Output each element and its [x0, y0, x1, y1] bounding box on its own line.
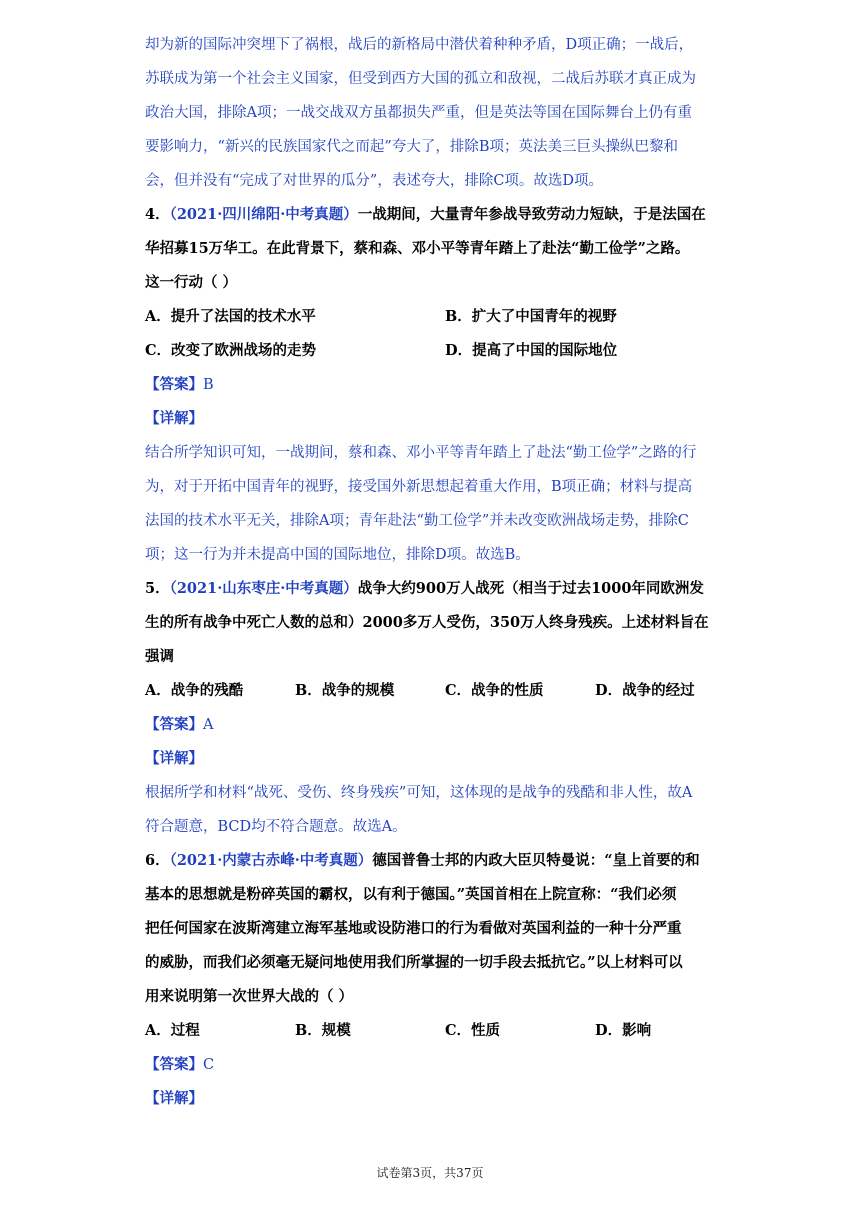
text-line: 会，但并没有“完成了对世界的瓜分”，表述夸大，排除C项。故选D项。 [145, 173, 604, 189]
text-line: 要影响力，“新兴的民族国家代之而起”夸大了，排除B项；英法美三巨头操纵巴黎和 [145, 139, 678, 155]
answer-value: B [203, 377, 214, 393]
option-d: D．提高了中国的国际地位 [445, 342, 618, 359]
answer-label: 【答案】 [145, 716, 203, 733]
option-b: B．战争的规模 [295, 682, 395, 699]
question-4 [145, 198, 720, 572]
option-a: A．过程 [145, 1022, 200, 1039]
question-stem-line [145, 198, 720, 232]
question-number: 4． [145, 206, 170, 223]
option-a: A．战争的残酷 [145, 682, 244, 699]
question-stem: 一战期间，大量青年参战导致劳动力短缺，于是法国在 [357, 206, 706, 223]
question-source: （2021·四川绵阳·中考真题） [169, 206, 358, 223]
text-line: 项；这一行为并未提高中国的国际地位，排除D项。故选B。 [145, 547, 530, 563]
detail-label: 【详解】 [145, 750, 203, 767]
question-number: 6． [145, 852, 170, 869]
text-line: 法国的技术水平无关，排除A项；青年赴法“勤工俭学”并未改变欧洲战场走势，排除C [145, 513, 689, 529]
text-line: 符合题意，BCD均不符合题意。故选A。 [145, 819, 407, 835]
question-stem: 战争大约900万人战死（相当于过去1000年同欧洲发 [357, 580, 704, 597]
question-stem-line [145, 844, 720, 878]
answer-value: C [203, 1057, 215, 1073]
option-c: C．战争的性质 [445, 682, 544, 699]
text-line: 结合所学知识可知，一战期间，蔡和森、邓小平等青年踏上了赴法“勤工俭学”之路的行 [145, 445, 697, 461]
option-row [145, 334, 720, 368]
question-stem: 德国普鲁士邦的内政大臣贝特曼说：“皇上首要的和 [372, 852, 700, 869]
option-d: D．影响 [595, 1022, 652, 1039]
option-c: C．性质 [445, 1022, 501, 1039]
answer-line [145, 368, 720, 402]
answer-value: A [203, 717, 214, 733]
question-number: 5． [145, 580, 170, 597]
question-stem-line: 强调 [145, 648, 174, 665]
option-row [145, 674, 720, 708]
answer-line [145, 1048, 720, 1082]
option-b: B．规模 [295, 1022, 351, 1039]
question-stem-line: 基本的思想就是粉碎英国的霸权，以有利于德国。”英国首相在上院宣称：“我们必须 [145, 886, 677, 903]
detail-label: 【详解】 [145, 410, 203, 427]
question-stem-line: 这一行动（ ） [145, 274, 238, 291]
answer-label: 【答案】 [145, 376, 203, 393]
text-line: 苏联成为第一个社会主义国家，但受到西方大国的孤立和敌视，二战后苏联才真正成为 [145, 71, 696, 87]
answer-label: 【答案】 [145, 1056, 203, 1073]
text-line: 却为新的国际冲突埋下了祸根，战后的新格局中潜伏着种种矛盾，D项正确；一战后， [145, 37, 694, 53]
question-6 [145, 844, 720, 1116]
option-b: B．扩大了中国青年的视野 [445, 308, 617, 325]
page-content [145, 28, 720, 1116]
question-stem-line: 把任何国家在波斯湾建立海军基地或设防港口的行为看做对英国利益的一种十分严重 [145, 920, 682, 937]
question-source: （2021·山东枣庄·中考真题） [169, 580, 358, 597]
question-stem-line: 生的所有战争中死亡人数的总和）2000多万人受伤，350万人终身残疾。上述材料旨在 [145, 614, 709, 631]
option-c: C．改变了欧洲战场的走势 [145, 342, 317, 359]
question-5 [145, 572, 720, 844]
question-stem-line: 华招募15万华工。在此背景下，蔡和森、邓小平等青年踏上了赴法“勤工俭学”之路。 [145, 240, 690, 257]
question-stem-line [145, 572, 720, 606]
question-stem-line: 用来说明第一次世界大战的（ ） [145, 988, 354, 1005]
text-line: 为，对于开拓中国青年的视野，接受国外新思想起着重大作用，B项正确；材料与提高 [145, 479, 693, 495]
text-line: 政治大国，排除A项；一战交战双方虽都损失严重，但是英法等国在国际舞台上仍有重 [145, 105, 692, 121]
answer-line [145, 708, 720, 742]
prev-explanation [145, 28, 720, 198]
option-row [145, 300, 720, 334]
option-d: D．战争的经过 [595, 682, 695, 699]
detail-label: 【详解】 [145, 1090, 203, 1107]
option-row [145, 1014, 720, 1048]
text-line: 根据所学和材料“战死、受伤、终身残疾”可知，这体现的是战争的残酷和非人性，故A [145, 785, 693, 801]
question-source: （2021·内蒙古赤峰·中考真题） [169, 852, 373, 869]
question-stem-line: 的威胁，而我们必须毫无疑问地使用我们所掌握的一切手段去抵抗它。”以上材料可以 [145, 954, 683, 971]
option-a: A．提升了法国的技术水平 [145, 308, 316, 325]
page-footer: 试卷第3页，共37页 [376, 1166, 484, 1180]
